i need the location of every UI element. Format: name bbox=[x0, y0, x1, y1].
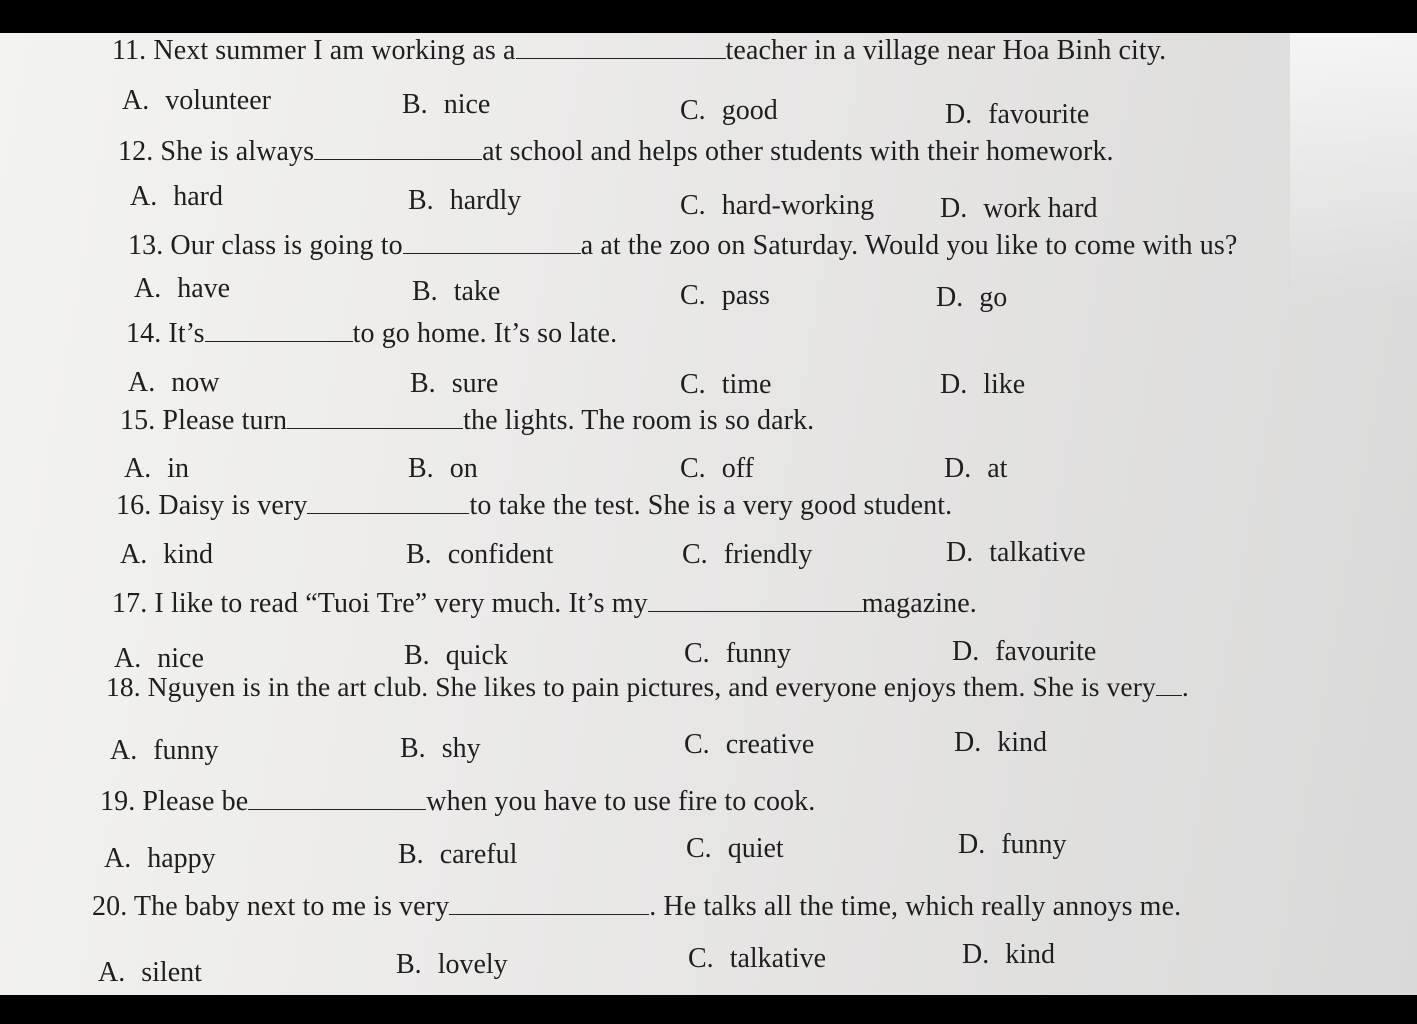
question-text-before: The baby next to me is very bbox=[133, 891, 450, 922]
question-19 bbox=[100, 786, 815, 818]
question-text-after: when you have to use fire to cook. bbox=[426, 786, 816, 817]
option-b: B. lovely bbox=[396, 949, 508, 980]
question-number: 13. bbox=[128, 230, 164, 261]
option-d: D. kind bbox=[962, 939, 1056, 970]
answer-blank bbox=[516, 36, 726, 59]
option-a: A. now bbox=[128, 367, 220, 398]
option-b: B. sure bbox=[410, 368, 499, 399]
option-d: D. work hard bbox=[940, 193, 1098, 224]
question-number: 20. bbox=[92, 891, 128, 922]
answer-blank bbox=[1156, 673, 1182, 696]
option-d: D. kind bbox=[954, 727, 1048, 758]
option-d: D. at bbox=[944, 453, 1008, 484]
question-number: 16. bbox=[116, 490, 152, 521]
option-c: C. funny bbox=[684, 638, 792, 669]
question-text-after: to go home. It’s so late. bbox=[352, 318, 618, 349]
question-12 bbox=[118, 136, 1114, 168]
option-b: B. careful bbox=[398, 839, 518, 870]
question-text-before: Next summer I am working as a bbox=[153, 35, 516, 66]
question-18 bbox=[106, 671, 1189, 703]
question-text-after: a at the zoo on Saturday. Would you like to come with us? bbox=[580, 230, 1238, 261]
option-c: C. creative bbox=[684, 729, 815, 760]
answer-blank bbox=[449, 892, 649, 915]
option-a: A. kind bbox=[120, 539, 214, 570]
question-text-before: Nguyen is in the art club. She likes to pain pictures, and everyone enjoys them. She is very bbox=[147, 671, 1156, 702]
question-text-before: It’s bbox=[168, 318, 205, 349]
question-number: 17. bbox=[112, 588, 148, 619]
option-c: C. good bbox=[680, 95, 778, 126]
question-number: 19. bbox=[100, 786, 136, 817]
answer-blank bbox=[248, 787, 426, 810]
option-b: B. quick bbox=[404, 640, 508, 671]
question-number: 11. bbox=[112, 35, 147, 66]
option-c: C. quiet bbox=[686, 833, 784, 864]
option-c: C. off bbox=[680, 453, 754, 484]
option-d: D. like bbox=[940, 369, 1026, 400]
question-16 bbox=[116, 490, 952, 522]
option-d: D. funny bbox=[958, 829, 1067, 860]
question-text-after: teacher in a village near Hoa Binh city. bbox=[725, 35, 1167, 66]
option-c: C. pass bbox=[680, 280, 770, 311]
option-c: C. hard-working bbox=[680, 190, 875, 221]
option-a: A. silent bbox=[98, 957, 202, 988]
question-number: 14. bbox=[126, 318, 162, 349]
question-number: 12. bbox=[118, 136, 154, 167]
question-text-after: the lights. The room is so dark. bbox=[463, 405, 815, 436]
answer-blank bbox=[307, 491, 469, 514]
question-text-after: . He talks all the time, which really annoys me. bbox=[649, 891, 1182, 922]
option-a: A. in bbox=[124, 453, 190, 484]
option-a: A. funny bbox=[110, 735, 219, 766]
question-number: 15. bbox=[120, 405, 156, 436]
question-text-before: Please be bbox=[142, 786, 249, 817]
question-text-before: I like to read “Tuoi Tre” very much. It’s my bbox=[154, 588, 648, 619]
question-text-before: Daisy is very bbox=[158, 490, 308, 521]
option-c: C. friendly bbox=[682, 539, 813, 570]
option-b: B. confident bbox=[406, 539, 554, 570]
worksheet-page bbox=[0, 33, 1417, 995]
answer-blank bbox=[314, 137, 482, 160]
question-13 bbox=[128, 230, 1237, 262]
question-20 bbox=[92, 891, 1181, 923]
option-c: C. time bbox=[680, 369, 772, 400]
answer-blank bbox=[205, 319, 353, 342]
option-c: C. talkative bbox=[688, 943, 827, 974]
question-15 bbox=[120, 405, 814, 437]
option-b: B. nice bbox=[402, 89, 491, 120]
question-text-after: to take the test. She is a very good student. bbox=[469, 490, 953, 521]
option-a: A. happy bbox=[104, 843, 216, 874]
answer-blank bbox=[287, 406, 463, 429]
answer-blank bbox=[648, 589, 862, 612]
question-text-before: Please turn bbox=[162, 405, 288, 436]
option-a: A. have bbox=[134, 273, 231, 304]
question-number: 18. bbox=[106, 671, 141, 702]
option-b: B. hardly bbox=[408, 185, 522, 216]
question-text-before: She is always bbox=[160, 136, 315, 167]
option-b: B. on bbox=[408, 453, 478, 484]
option-d: D. favourite bbox=[945, 99, 1090, 130]
option-a: A. hard bbox=[130, 181, 223, 212]
question-text-after: . bbox=[1181, 671, 1189, 702]
option-d: D. talkative bbox=[946, 537, 1086, 568]
option-b: B. take bbox=[412, 276, 501, 307]
answer-blank bbox=[403, 231, 581, 254]
question-text-before: Our class is going to bbox=[170, 230, 403, 261]
question-text-after: at school and helps other students with their homework. bbox=[482, 136, 1114, 167]
question-14 bbox=[126, 318, 617, 350]
question-17 bbox=[112, 588, 977, 620]
option-d: D. favourite bbox=[952, 636, 1097, 667]
question-text-after: magazine. bbox=[861, 588, 977, 619]
option-d: D. go bbox=[936, 282, 1008, 313]
option-a: A. volunteer bbox=[122, 85, 271, 116]
option-a: A. nice bbox=[114, 643, 204, 674]
option-b: B. shy bbox=[400, 733, 481, 764]
question-11 bbox=[112, 35, 1166, 67]
